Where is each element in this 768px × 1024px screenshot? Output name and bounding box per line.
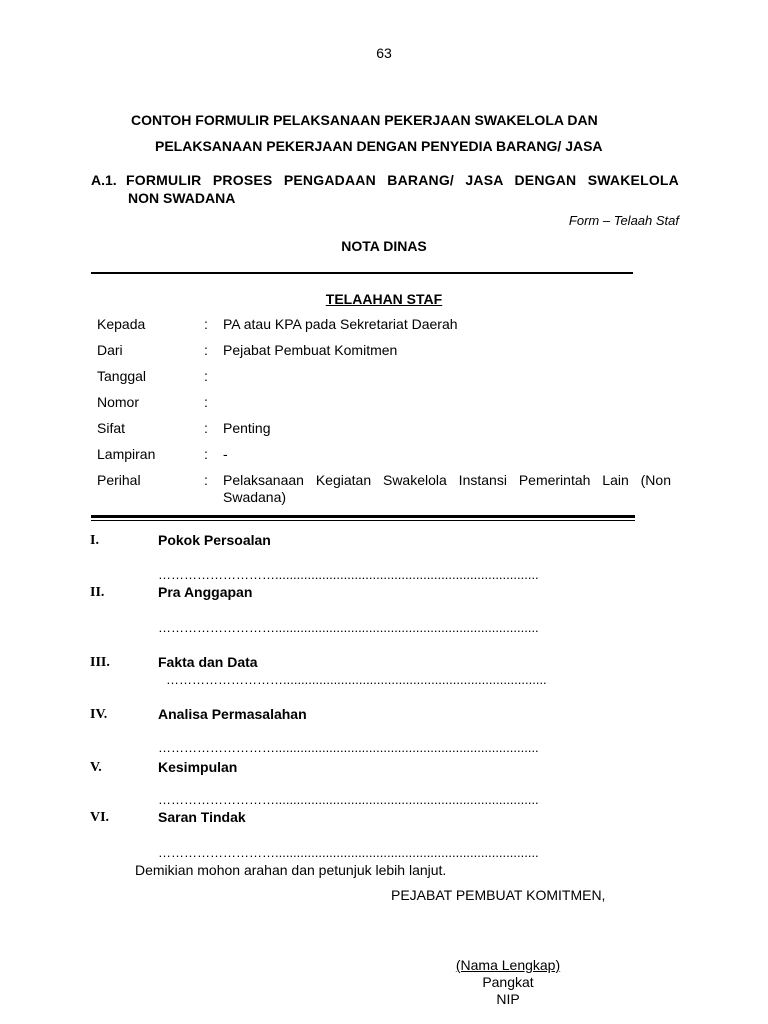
title-divider — [91, 272, 633, 274]
doc-title-line1: CONTOH FORMULIR PELAKSANAAN PEKERJAAN SWAKELOLA DAN — [131, 112, 598, 128]
field-value-perihal: Pelaksanaan Kegiatan Swakelola Instansi Pemerintah Lain (Non — [223, 472, 671, 488]
field-value-perihal-cont: Swadana) — [223, 489, 287, 505]
signature-name: (Nama Lengkap) — [455, 957, 561, 973]
field-label-tanggal: Tanggal — [97, 368, 147, 384]
section-num: I. — [90, 533, 99, 548]
field-colon: : — [204, 446, 208, 462]
form-label: Form – Telaah Staf — [568, 213, 679, 228]
fill-in-line: ………………………......................................................................... — [158, 620, 539, 635]
field-colon: : — [204, 420, 208, 436]
field-value-kepada: PA atau KPA pada Sekretariat Daerah — [223, 316, 458, 332]
fill-in-line: ………………………......................................................................... — [158, 567, 539, 582]
section-title-line2: NON SWADANA — [128, 190, 236, 206]
double-rule-top — [91, 515, 635, 518]
section-heading: Saran Tindak — [158, 809, 246, 825]
signature-office: PEJABAT PEMBUAT KOMITMEN, — [391, 887, 606, 903]
field-value-sifat: Penting — [223, 420, 271, 436]
telaahan-staf-title: TELAAHAN STAF — [325, 291, 443, 307]
double-rule-bottom — [91, 520, 635, 521]
field-value-lampiran: - — [223, 446, 228, 462]
closing-sentence: Demikian mohon arahan dan petunjuk lebih lanjut. — [135, 862, 447, 878]
field-label-lampiran: Lampiran — [97, 446, 156, 462]
section-number: A.1. — [91, 172, 117, 188]
field-colon: : — [204, 342, 208, 358]
field-label-kepada: Kepada — [97, 316, 146, 332]
section-heading: Pra Anggapan — [158, 584, 253, 600]
section-num: III. — [90, 655, 110, 670]
section-num: IV. — [90, 707, 108, 722]
field-value-dari: Pejabat Pembuat Komitmen — [223, 342, 398, 358]
signature-rank: Pangkat — [482, 974, 534, 990]
field-colon: : — [204, 394, 208, 410]
section-num: V. — [90, 760, 102, 775]
nota-dinas-title: NOTA DINAS — [341, 238, 427, 254]
signature-nip: NIP — [496, 991, 520, 1007]
field-colon: : — [204, 472, 208, 488]
section-heading: Kesimpulan — [158, 759, 238, 775]
field-label-perihal: Perihal — [97, 472, 141, 488]
fill-in-line: ………………………......................................................................... — [166, 672, 547, 687]
field-colon: : — [204, 316, 208, 332]
section-heading: Analisa Permasalahan — [158, 706, 307, 722]
fill-in-line: ………………………......................................................................... — [158, 740, 539, 755]
section-num: VI. — [90, 810, 110, 825]
section-title-line1: FORMULIR PROSES PENGADAAN BARANG/ JASA DENGAN SWAKELOLA — [126, 172, 679, 188]
field-label-dari: Dari — [97, 342, 123, 358]
page-number: 63 — [376, 45, 392, 61]
section-heading: Fakta dan Data — [158, 654, 258, 670]
fill-in-line: ………………………......................................................................... — [158, 845, 539, 860]
section-heading: Pokok Persoalan — [158, 532, 271, 548]
field-label-sifat: Sifat — [97, 420, 126, 436]
doc-title-line2: PELAKSANAAN PEKERJAAN DENGAN PENYEDIA BARANG/ JASA — [155, 138, 603, 154]
fill-in-line: ………………………......................................................................... — [158, 792, 539, 807]
field-colon: : — [204, 368, 208, 384]
section-num: II. — [90, 585, 105, 600]
field-label-nomor: Nomor — [97, 394, 140, 410]
